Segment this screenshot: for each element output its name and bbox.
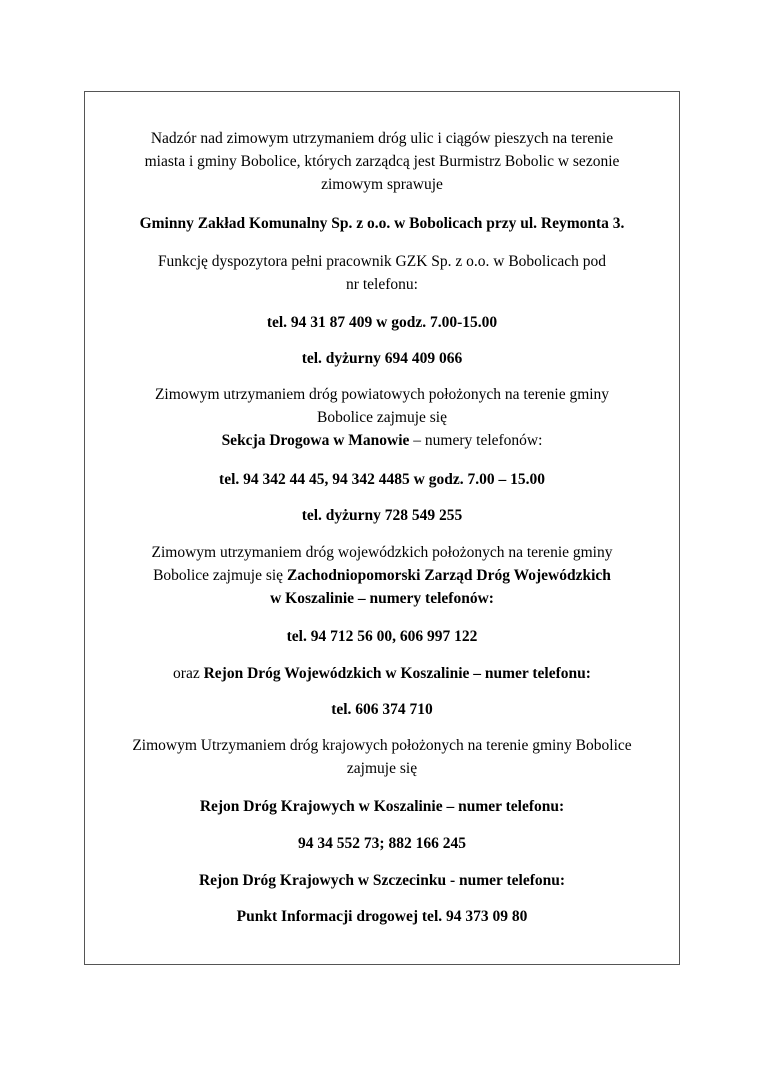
gzk-company-name: Gminny Zakład Komunalny Sp. z o.o. w Bobolicach przy ul. Reymonta 3. — [139, 215, 625, 232]
manowo-phones-hours: tel. 94 342 44 45, 94 342 4485 w godz. 7.00 – 15.00 — [219, 471, 545, 488]
voivodeship-roads-text-line-2: Bobolice zajmuje się Zachodniopomorski Zarząd Dróg Wojewódzkich — [153, 567, 611, 584]
intro-text-line-2: miasta i gminy Bobolice, których zarządcą jest Burmistrz Bobolic w sezonie — [144, 153, 620, 170]
road-info-phone: Punkt Informacji drogowej tel. 94 373 09 80 — [236, 908, 528, 925]
manowo-duty-phone: tel. dyżurny 728 549 255 — [301, 507, 463, 524]
rdw-phone: tel. 606 374 710 — [331, 701, 433, 718]
dispatcher-text-line-1: Funkcję dyspozytora pełni pracownik GZK Sp. z o.o. w Bobolicach pod — [157, 253, 607, 270]
national-roads-text-line-2: zajmuje się — [346, 760, 418, 777]
county-roads-text-line-2: Bobolice zajmuje się — [317, 409, 447, 426]
rdw-name: Rejon Dróg Wojewódzkich w Koszalinie – numer telefonu: — [203, 665, 591, 682]
intro-text-line-1: Nadzór nad zimowym utrzymaniem dróg ulic i ciągów pieszych na terenie — [150, 130, 614, 147]
dispatcher-text-line-2: nr telefonu: — [346, 276, 418, 293]
manowo-section-name: Sekcja Drogowa w Manowie — [221, 432, 410, 449]
voivodeship-roads-text-line-1: Zimowym utrzymaniem dróg wojewódzkich położonych na terenie gminy — [151, 544, 613, 561]
zzdw-phones: tel. 94 712 56 00, 606 997 122 — [286, 628, 478, 645]
gzk-phone-hours: tel. 94 31 87 409 w godz. 7.00-15.00 — [266, 314, 498, 331]
rdw-line: oraz Rejon Dróg Wojewódzkich w Koszalinie – numer telefonu: — [173, 665, 591, 682]
voivodeship-roads-text-line-3: w Koszalinie – numery telefonów: — [270, 590, 494, 607]
rdk-koszalin-heading: Rejon Dróg Krajowych w Koszalinie – numer telefonu: — [199, 798, 565, 815]
national-roads-text-line-1: Zimowym Utrzymaniem dróg krajowych położonych na terenie gminy Bobolice — [132, 737, 632, 754]
zzdw-name: Zachodniopomorski Zarząd Dróg Wojewódzkich — [286, 567, 611, 584]
county-roads-text-line-3: Sekcja Drogowa w Manowie – numery telefonów: — [221, 432, 543, 449]
intro-text-line-3: zimowym sprawuje — [321, 176, 443, 193]
rdk-koszalin-phones: 94 34 552 73; 882 166 245 — [298, 835, 466, 852]
gzk-duty-phone: tel. dyżurny 694 409 066 — [301, 350, 463, 367]
county-roads-text-line-1: Zimowym utrzymaniem dróg powiatowych położonych na terenie gminy — [154, 386, 610, 403]
rdk-szczecinek-heading: Rejon Dróg Krajowych w Szczecinku - numer telefonu: — [198, 872, 566, 889]
